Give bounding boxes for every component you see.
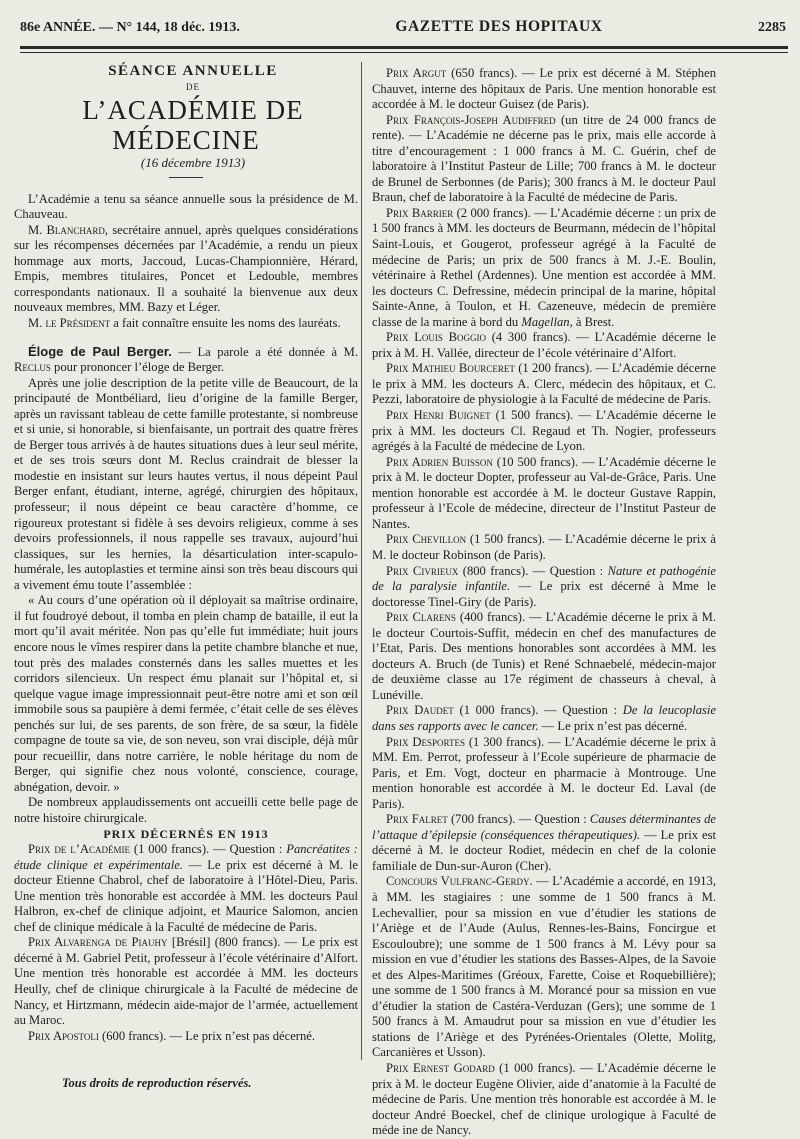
title-rule <box>169 177 203 178</box>
prize-clarens: Prix Clarens (400 francs). — L’Académie décerne le prix à M. le docteur Courtois-Suffit, médecin en chef des manufactures de l’Etat, Paris. Des mentions honorables sont accordées à MM. les docteurs A. Bruch (de Tunis) et René Schnaebelé, médecin-major de deuxième classe au 17e régiment de chasseurs à cheval, à Lunéville. <box>372 610 716 702</box>
prize-chevillon: Prix Chevillon (1 500 francs). — L’Académie décerne le prix à M. le docteur Robinson (de Paris). <box>372 532 716 562</box>
prize-bourceret: Prix Mathieu Bourceret (1 200 francs). — L’Académie décerne le prix à MM. les docteurs A. Clerc, médecin des hôpitaux, et C. Pezzi, laboratoire de physiologie à la Faculté de médecine de Paris. <box>372 361 716 407</box>
paragraph-blanchard: M. Blanchard, secrétaire annuel, après quelques considérations sur les récompenses décernées par l’Académie, a rendu un pieux hommage aux morts, Jaccoud, Lucas-Championnière, Hérard, Empis, membres titulaires, Poncet et Ledouble, membres correspondants nationaux. Il a souhaité la bienvenue aux deux nouveaux membres, MM. Bazy et Léger. <box>14 222 359 315</box>
prize-name: Prix Falret <box>386 812 448 827</box>
prize-civrieux: Prix Civrieux (800 francs). — Question : Nature et pathogénie de la paralysie infantile. — Le prix est décerné à Mme le doctoresse Tinel-Giry (de Paris). <box>372 563 716 609</box>
prize-boggio: Prix Louis Boggio (4 300 francs). — L’Académie décerne le prix à M. H. Vallée, directeur de l’école vétérinaire d’Alfort. <box>372 330 716 360</box>
prize-name: Prix Clarens <box>386 610 456 625</box>
prize-desportes: Prix Desportes (1 300 francs). — L’Académie décerne le prix à MM. Em. Perrot, professeur à l’Ecole supérieure de pharmacie de Paris, et Em. Vogt, docteur en pharmacie à Montrouge. Une mention honorable est accordée à M. le docteur Ed. Laval (de Paris). <box>372 734 716 811</box>
page-header <box>20 18 786 42</box>
prize-name: Prix Ernest Godard <box>386 1061 495 1075</box>
prize-barrier: Prix Barrier (2 000 francs). — L’Académie décerne : un prix de 1 500 francs à MM. les docteurs de Beurmann, médecin de l’hôpital Saint-Louis, et Gougerot, professeur agrégé à la Faculté de médecine de Paris; un prix de 500 francs à M. J.-E. Boulin, vétérinaire à Rethel (Ardennes). Une mention est accordée à MM. les docteurs C. Defressine, médecin principal de la marine, hôpital Sainte-Anne, à Toulon, et H. Cazeneuve, médecin de première classe de la marine à bord du Magellan, à Brest. <box>372 205 716 329</box>
rights-notice: Tous droits de reproduction réservés. <box>62 1076 252 1090</box>
section-heading-prix: PRIX DÉCERNÉS EN 1913 <box>103 826 269 841</box>
prize-buisson: Prix Adrien Buisson (10 500 francs). — L’Académie décerne le prix à M. le docteur Dopter, professeur au Val-de-Grâce, Paris. Une mention honorable est accordée à M. le docteur Gustave Rappin, professeur à l’Ecole de médecine, directeur de l’Institut Pasteur de Nantes. <box>372 454 716 531</box>
prize-buignet: Prix Henri Buignet (1 500 francs). — L’Académie décerne le prix à MM. les docteurs Cl. Regaud et Th. Nogier, professeurs agrégés à la Faculté de médecine de Lyon. <box>372 408 716 454</box>
prize-name: Prix Argut <box>386 66 447 80</box>
prize-name: Prix Henri Buignet <box>386 408 491 423</box>
prize-name: Prix Louis Boggio <box>386 330 486 345</box>
prize-vulfranc-gerdy: Concours Vulfranc-Gerdy. — L’Académie a accordé, en 1913, à MM. les stagiaires : une somme de 1 500 francs à M. Lechevallier, pour sa mission en vue d’étudier les stations de l’Ariège et de l’Aude (Aulus, Rennes-les-Bains, Foncirgue et Escouloubre); une somme de 1 500 francs à M. Lévy pour sa mission en vue d’étudier les stations des Basses-Alpes, de la Savoie et des Alpes-Maritimes (Gréoux, Farette, Coise et Roquebillière); une somme de 1 500 francs à M. Morancé pour sa mission en vue d’étudier la station de Castéra-Verduzan (Gers); une somme de 1 500 francs à M. Amaudrut pour sa mission en vue d’étudier les stations de l’Ariège et des Pyrénées-Orientales (Olette, Molitg, Carcanières et Usson). <box>372 874 716 1060</box>
academy-title: L’ACADÉMIE DE MÉDECINE <box>82 95 304 156</box>
prize-daudet: Prix Daudet (1 000 francs). — Question : De la leucoplasie dans ses rapports avec le cancer. — Le prix n’est pas décerné. <box>372 703 716 733</box>
prize-name: Prix François-Joseph Audiffred <box>386 112 556 127</box>
prize-name: Prix Alvarenga de Piauhy <box>28 935 168 950</box>
paragraph-applause: De nombreux applaudissements ont accueilli cette belle page de notre histoire chirurgicale. <box>14 795 358 825</box>
prize-academie: Prix de l’Académie (1 000 francs). — Question : Pancréatites : étude clinique et expérimentale. — Le prix est décerné à M. le docteur Etienne Chabrol, chef de laboratoire à l’Hôtel-Dieu, Paris. Une mention très honorable est accordée à MM. les docteurs Paul Halbron, ex-chef de clinique adjoint, et Maurice Salomon, ancien chef de clinique médicale à la Faculté de médecine de Paris. <box>14 842 358 934</box>
paragraph-eloge-quote: « Au cours d’une opération où il déployait sa maîtrise ordinaire, il fut foudroyé debout, il tomba en plein champ de bataille, il eut la mort qu’il avait méritée. Non pas qu’elle fut immédiate; huit jours encore nous le vîmes respirer dans la petite chambre blanche et nue, tout près des malades consternés dans les salles muettes et les corridors silencieux. Un respect ému planait sur l’hôpital et, si quelque vague image impressionnait peut-être notre ami et son œil immobile sous sa paupière à demi fermée, c’était celle de ses élèves penchés sur lui, de ses parents, de son frère, de sa sœur, la fidèle compagne de toute sa vie, de son neveu, son vrai disciple, déjà mûr pour recueillir, dans notre carrière, le noble héritage du nom de Berger, qui signifie chez nous volonté, conscience, courage, abnégation, devoir. » <box>14 593 358 794</box>
prize-argut: Prix Argut (650 francs). — Le prix est décerné à M. Stéphen Chauvet, interne des hôpitaux de Paris. Une mention honorable est accordée à M. le docteur Guisez (de Paris). <box>372 66 716 112</box>
session-date: (16 décembre 1913) <box>140 155 246 171</box>
left-column <box>14 64 358 1044</box>
paragraph-presidence: L’Académie a tenu sa séance annuelle sous la présidence de M. Chauveau. <box>14 191 358 222</box>
prize-name: Prix Mathieu Bourceret <box>386 361 515 376</box>
column-divider <box>361 62 362 1060</box>
prize-name: Prix Civrieux <box>386 563 459 578</box>
header-rule-thick <box>20 46 788 49</box>
prize-godard: Prix Ernest Godard (1 000 francs). — L’Académie décerne le prix à M. le docteur Eugène Olivier, aide d’anatomie à la Faculté de médecine de Paris. Une mention très honorable est accordée à M. le docteur André Boeckel, chef de clinique urologique à Faculté de méde ine de Nancy. <box>372 1061 717 1138</box>
prize-falret: Prix Falret (700 francs). — Question : Causes déterminantes de l’attaque d’épilepsie (conséquences thérapeutiques). — Le prix est décerné à M. le docteur Rodiet, médecin en chef de la colonie familiale de Dun-sur-Auron (Cher). <box>372 812 717 873</box>
prize-alvarenga: Prix Alvarenga de Piauhy [Brésil] (800 francs). — Le prix est décerné à M. Gabriel Petit, professeur à l’école vétérinaire d’Alfort. Une mention très honorable est accordée à MM. les docteurs Heully, chef de clinique chirurgicale à la Faculté de médecine de Nancy, et Hirtzmann, médecin aide-major de l’armée, actuellement au Maroc. <box>14 935 358 1028</box>
eloge-heading: Éloge de Paul Berger. <box>28 343 172 359</box>
prize-name: Prix Apostoli <box>28 1028 99 1043</box>
right-column <box>372 66 716 1139</box>
prize-name: Prix Adrien Buisson <box>386 454 493 469</box>
header-rule-thin <box>20 52 788 53</box>
prize-audiffred: Prix François-Joseph Audiffred (un titre de 24 000 francs de rente). — L’Académie ne décerne pas le prix, mais elle accorde à titre d’encouragement : 1 000 francs à M. C. Guérin, chef de laboratoire à l’Institut Pasteur de Lille; 700 francs à M. le docteur de Brunel de Serbonnes (de Paris); 300 francs à M. le docteur Paul Braun, chef de laboratoire à la Faculté de médecine de Paris. <box>372 112 716 205</box>
newspaper-title: GAZETTE DES HOPITAUX <box>395 18 603 35</box>
page-number: 2285 <box>757 20 786 35</box>
speaker-name: M. le Président <box>28 316 111 331</box>
paragraph-eloge-body: Après une jolie description de la petite ville de Beaucourt, de la principauté de Montbéliard, lieu d’origine de la famille Berger, après un ravissant tableau de cette famille protestante, si nombreuse et si unie, si honorable, si bienfaisante, un portrait des quatre frères de Berger tous arrivés à de hautes situations dues à leur seul mérite, et de ses trois sœurs dont M. Reclus craindrait de blesser la modestie en insistant sur leurs hautes vertus, il nous dépeint Paul Berger enfant, étudiant, interne, agrégé, chirurgien des hôpitaux, professeur; il nous dépeint ce beau caractère d’homme, ce rigoureux protestant si fidèle à ses devoirs religieux, comme à ses devoirs professionnels, il nous rappelle ses travaux, aujourd’hui classiques, sur les hernies, la désarticulation inter-scapulo-humérale, les autoplasties et termine ainsi son très beau discours qui a vivement ému toute l’assemblée : <box>14 375 358 592</box>
paragraph-eloge-heading: Éloge de Paul Berger. — La parole a été donnée à M. Reclus pour prononcer l’éloge de Berger. <box>14 343 358 375</box>
speaker-name: M. Blanchard, <box>28 222 109 237</box>
prize-name: Prix Barrier <box>386 205 454 220</box>
prize-name: Prix Daudet <box>386 703 454 718</box>
paragraph-president: M. le Président a fait connaître ensuite les noms des lauréats. <box>28 316 341 331</box>
prize-name: Prix Chevillon <box>386 532 467 547</box>
session-title: SÉANCE ANNUELLE <box>108 63 278 79</box>
prize-apostoli: Prix Apostoli (600 francs). — Le prix n’est pas décerné. <box>28 1028 316 1043</box>
prize-name: Prix Desportes <box>386 734 465 749</box>
prize-name: Prix de l’Académie <box>28 842 131 857</box>
issue-info: 86e ANNÉE. — N° 144, 18 déc. 1913. <box>20 20 240 35</box>
title-connector: DE <box>186 81 200 92</box>
prize-name: Concours Vulfranc-Gerdy. <box>386 874 533 889</box>
